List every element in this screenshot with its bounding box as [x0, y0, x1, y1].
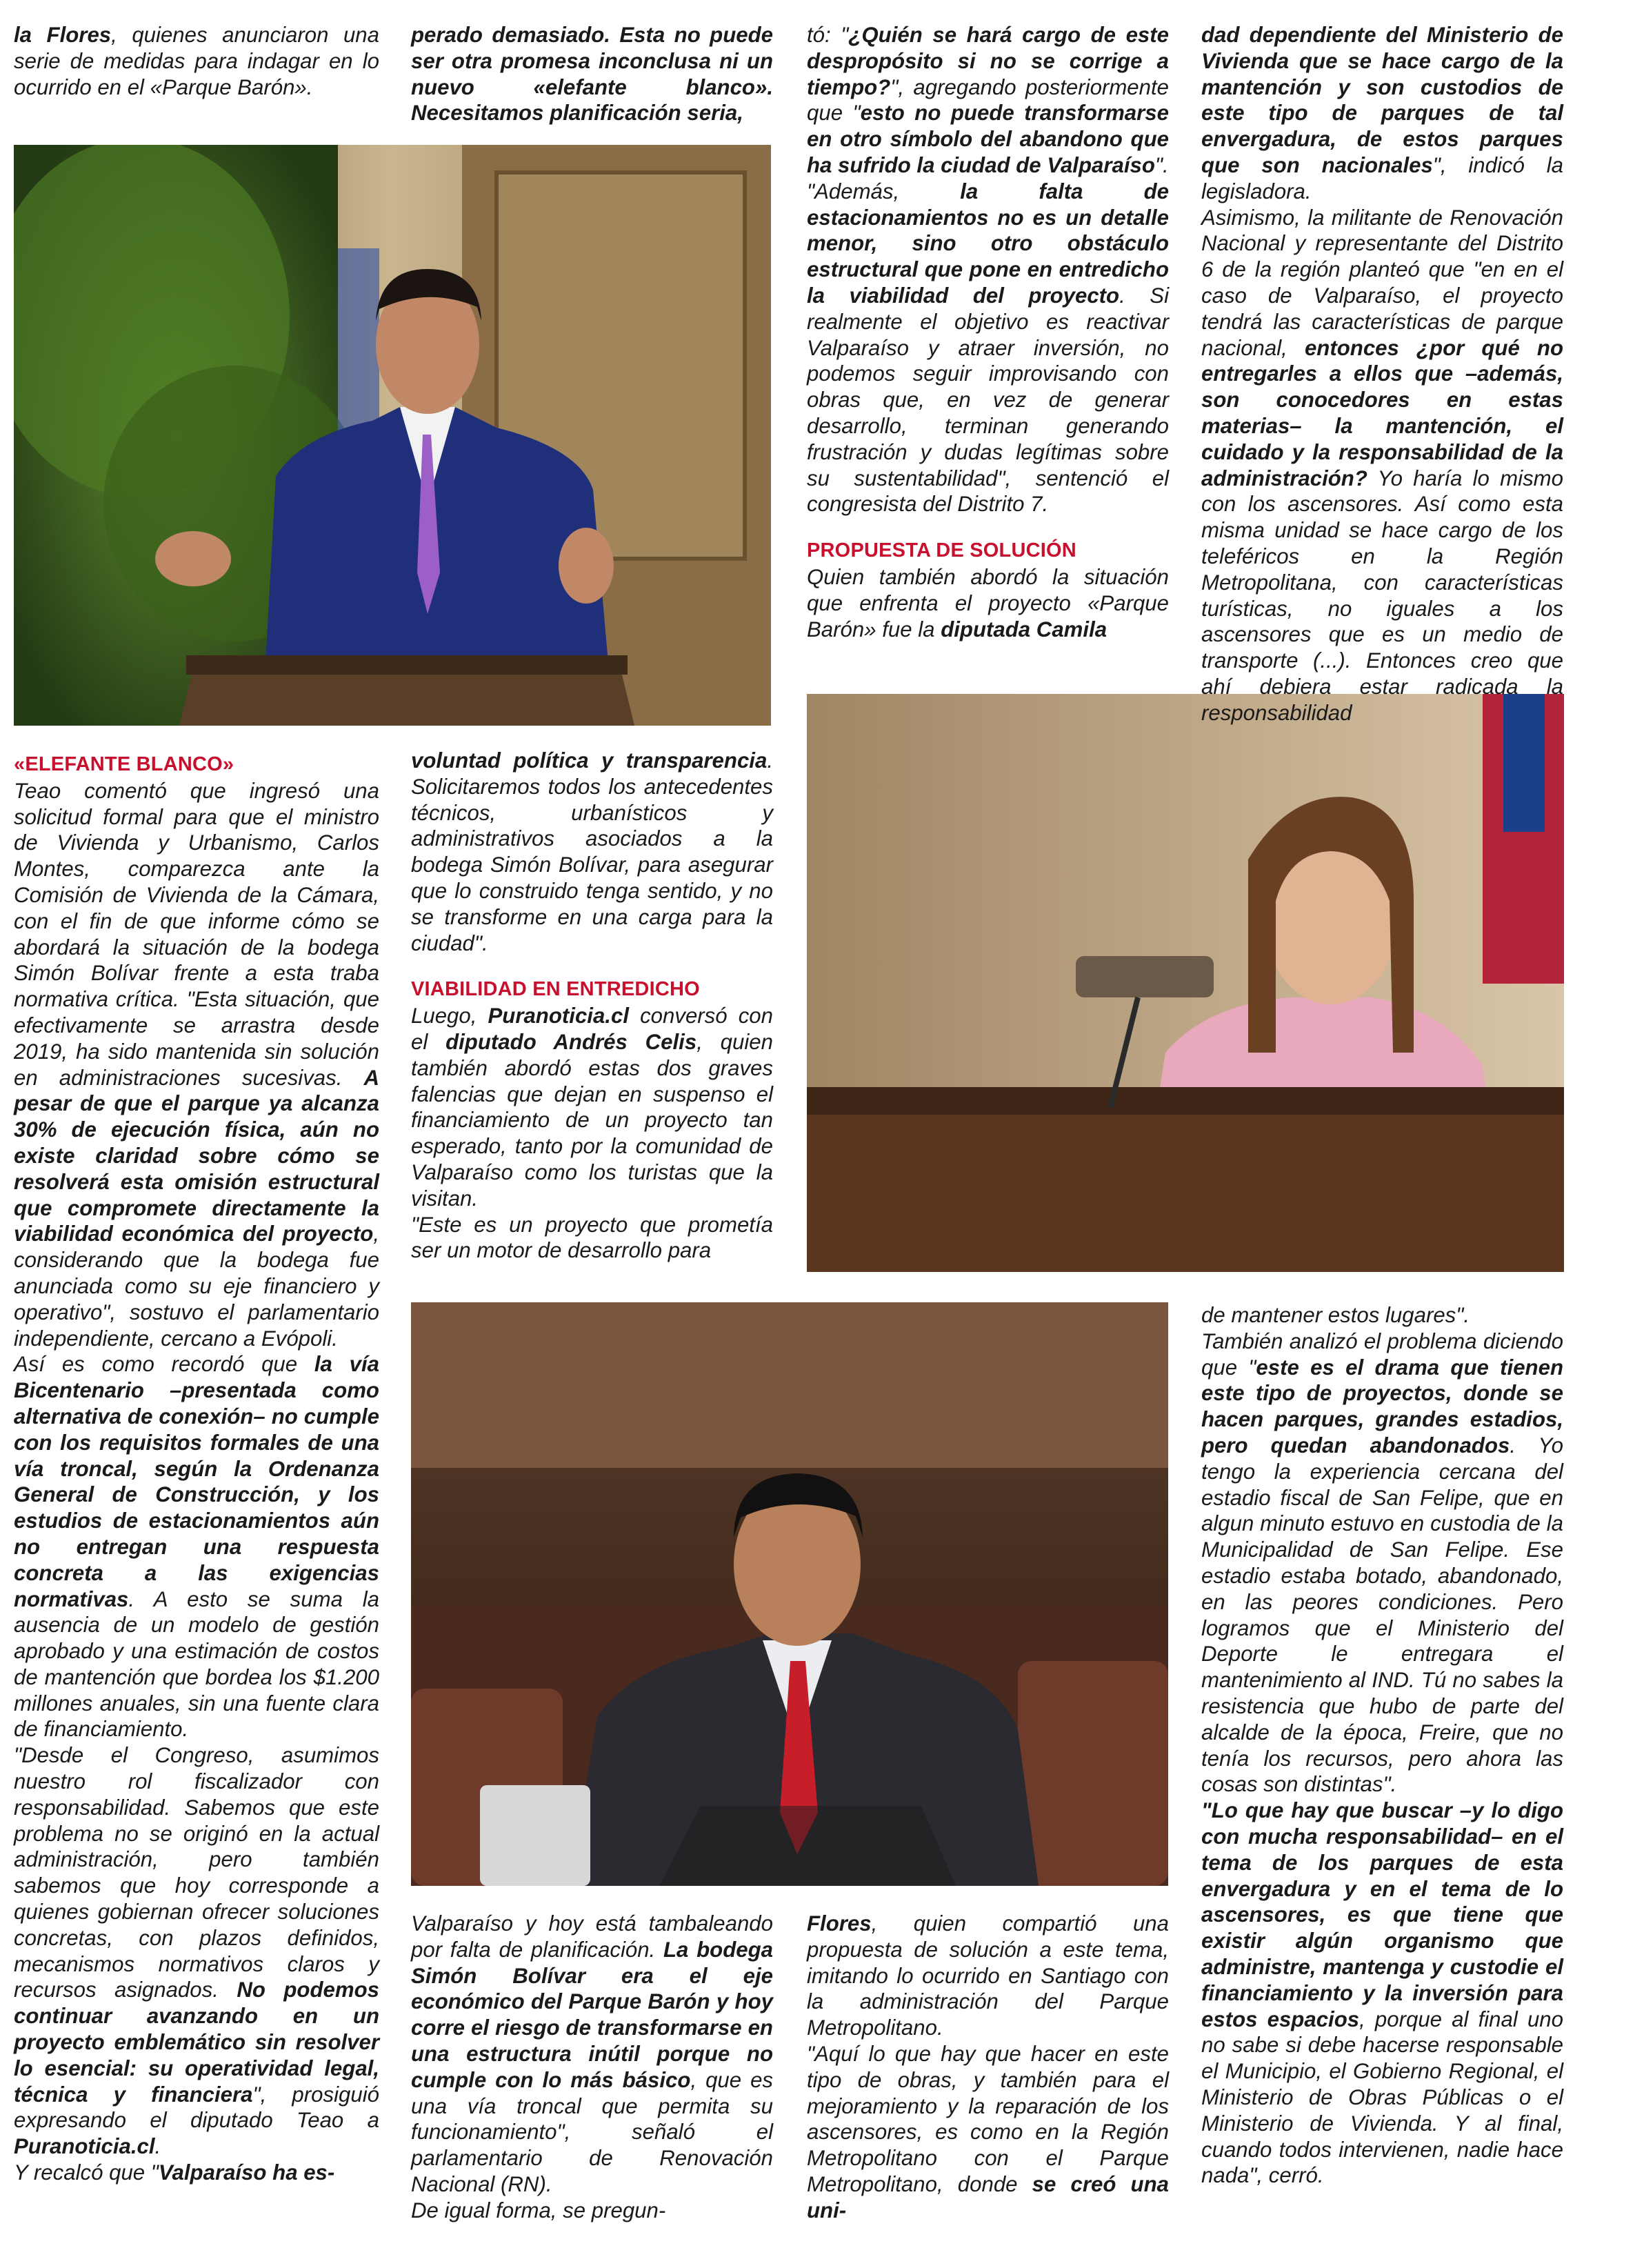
paragraph [14, 1351, 379, 1742]
photo-speaker-podium [14, 145, 771, 726]
paragraph [14, 2160, 379, 2186]
paragraph [411, 1911, 773, 2198]
text-run: Asimismo, la militante de Renovación Nacional y representante del Distrito 6 de la región planteó que "en en el caso de Valparaíso, el proyecto tendrá las características de parque nacional, [1201, 205, 1563, 360]
bold-run: la falta de estacionamientos no es un detalle menor, sino otro obstáculo estructural que pone en entredicho la viabilidad del proyecto [807, 179, 1169, 308]
text-run: ", indicó la legisladora. [1201, 152, 1563, 203]
bold-run: Valparaíso ha es- [158, 2160, 335, 2185]
bold-run: La bodega Simón Bolívar era el eje económico del Parque Barón y hoy corre el riesgo de transformarse en una estructura inútil porque no cumple con lo más básico [411, 1937, 773, 2092]
paragraph [1201, 1302, 1563, 1329]
col4-top-text [1201, 22, 1563, 726]
paragraph [411, 1212, 773, 1264]
text-run: , que es una vía troncal que permita su funcionamiento", señaló el parlamentario de Renovación Nacional (RN). [411, 2067, 774, 2196]
bold-run: dad dependiente del Ministerio de Vivienda que se hace cargo de la mantención y son custodios de este tipo de parques de tal envergadura, de estos parques que son nacionales [1201, 23, 1563, 177]
text-run: , porque al final uno no sabe si debe hacerse responsable el Municipio, el Gobierno Regional, el Ministerio de Obras Públicas o el Ministerio de Vivienda. Y al final, cuando todos intervienen, nadie hace nada", cerró. [1201, 2007, 1563, 2188]
heading-viabilidad: VIABILIDAD EN ENTREDICHO [411, 978, 700, 1001]
text-run: . Yo tengo la experiencia cercana del estadio fiscal de San Felipe, que en algun minuto estuvo en custodia de la Municipalidad de San Felipe. Ese estadio estaba botado, abandonado, en las peores condiciones. Pero logramos que el Ministerio del Deporte le entregara el mantenimiento al IND. Tú no sabes la resistencia que hubo de parte del alcalde de la época, Freire, que no tenía los recursos, pero ahora las cosas son distintas". [1201, 1433, 1563, 1797]
bold-run: Puranoticia.cl [14, 2134, 155, 2159]
text-run: ", prosiguió expresando el diputado Teao a [14, 2082, 379, 2133]
col2-top-text [411, 22, 773, 126]
paragraph [14, 1742, 379, 2160]
paragraph [1201, 1798, 1563, 2189]
col4-bottom-text [1201, 1302, 1563, 2189]
text-run: Quien también abordó la situación que enfrenta el proyecto «Parque Barón» fue la [807, 564, 1169, 641]
text-run: de mantener estos lugares". [1201, 1303, 1470, 1327]
text-run: "Aquí lo que hay que hacer en este tipo de obras, y también para el mejoramiento y la reparación de los ascensores, es como en la Región Metropolitano con el Parque Metropolitano, donde [807, 2041, 1169, 2196]
text-run: "Desde el Congreso, asumimos nuestro rol fiscalizador con responsabilidad. Sabemos que este problema no se originó en la actual administración, pero también sabemos que hoy corresponde a quienes gobiernan ofrecer soluciones concretas, con plazos definidos, mecanismos normativos claros y recursos asignados. [14, 1743, 379, 2002]
text-run: Valparaíso y hoy está tambaleando por falta de planificación. [411, 1911, 773, 1962]
text-run: . Si realmente el objetivo es reactivar Valparaíso y atraer inversión, no podemos seguir improvisando con obras que, en vez de generar desarrollo, terminan generando frustración y dudas legítimas sobre su sustentabilidad", sentenció el congresista del Distrito 7. [807, 283, 1169, 517]
bold-run: perado demasiado. Esta no puede ser otra promesa inconclusa ni un nuevo «elefante blanco». Necesitamos planificación seria, [411, 23, 773, 126]
text-run: De igual forma, se pregun- [411, 2198, 666, 2222]
bold-run: se creó una uni- [807, 2171, 1169, 2222]
text-run: Yo haría lo mismo con los ascensores. Así como esta misma unidad se hace cargo de los teleféricos en la Región Metropolitana, con características turísticas, no iguales a los ascensores que es un medio de transporte (...). Entonces creo que ahí debiera estar radicada la responsabilidad [1201, 466, 1563, 725]
bold-run: la Flores [14, 23, 112, 47]
bold-run: diputado Andrés Celis [445, 1029, 697, 1054]
col1-body [14, 752, 379, 2186]
bold-run: A pesar de que el parque ya alcanza 30% de ejecución física, aún no existe claridad sobre cómo se resolverá esta omisión estructural que compromete directamente la viabilidad económica del proyecto [14, 1065, 379, 1246]
paragraph [411, 748, 773, 956]
col2-mid [411, 748, 773, 1264]
bold-run: este es el drama que tienen este tipo de proyectos, donde se hacen parques, grandes estadios, pero quedan abandonados [1201, 1355, 1563, 1458]
photo-deputy-flores [807, 694, 1564, 1272]
paragraph [807, 2041, 1169, 2224]
paragraph [807, 22, 1169, 179]
bold-run: Puranoticia.cl [488, 1004, 629, 1028]
text-run: Y recalcó que " [14, 2160, 159, 2185]
paragraph [807, 564, 1169, 642]
text-run: "Además, [807, 179, 961, 203]
paragraph [807, 1911, 1169, 2041]
text-run: . A esto se suma la ausencia de un modelo de gestión aprobado y una estimación de costos de mantención que bordea los $1.200 millones anuales, sin una fuente clara de financiamiento. [14, 1586, 379, 1742]
text-run: Teao comentó que ingresó una solicitud formal para que el ministro de Vivienda y Urbanismo, Carlos Montes, comparezca ante la Comisión de Vivienda de la Cámara, con el fin de que informe cómo se abordará la situación de la bodega Simón Bolívar frente a esta traba normativa crítica. "Esta situación, que efectivamente se arrastra desde 2019, ha sido mantenida sin solución en administraciones sucesivas. [14, 778, 379, 1090]
col3-body-text [807, 564, 1169, 642]
text-run: . [154, 2134, 161, 2159]
text-run: tó: " [807, 23, 849, 47]
col2-body-text [411, 1003, 773, 1264]
text-run: "Este es un proyecto que prometía ser un motor de desarrollo para [411, 1212, 773, 1263]
bold-run: Flores [807, 1911, 872, 1936]
bold-run: No podemos continuar avanzando en un proyecto emblemático sin resolver lo esencial: su operatividad legal, técnica y financiera [14, 1978, 379, 2107]
col3-top-text [807, 22, 1169, 517]
bold-run: la vía Bicentenario –presentada como alternativa de conexión– no cumple con los requisitos formales de una vía troncal, según la Ordenanza General de Construcción, y los estudios de estacionamientos aún no entregan una respuesta concreta a las exigencias normativas [14, 1352, 380, 1611]
paragraph [411, 22, 773, 126]
paragraph [1201, 205, 1563, 726]
paragraph [14, 22, 379, 100]
text-run: , quienes anunciaron una serie de medidas para indagar en lo ocurrido en el «Parque Barón». [14, 23, 379, 99]
paragraph [14, 778, 379, 1352]
text-run: . Solicitaremos todos los antecedentes técnicos, urbanísticos y administrativos asociados a la bodega Simón Bolívar, para asegurar que lo construido tenga sentido, y no se transforme en una carga para la ciudad". [411, 748, 773, 955]
bold-run: voluntad política y transparencia [411, 748, 768, 773]
col1-top-text [14, 22, 379, 100]
photo-deputy-celis [411, 1302, 1168, 1886]
text-run: Así es como recordó que [14, 1352, 314, 1377]
text-run: , quien también abordó estas dos graves falencias que dejan en suspenso el financiamiento de un proyecto tan esperado, tanto por la comunidad de Valparaíso como los turistas que la visitan. [411, 1029, 773, 1211]
col3-top [807, 22, 1169, 642]
col2-mid-text [411, 748, 773, 956]
bold-run: esto no puede transformarse en otro símbolo del abandono que ha sufrido la ciudad de Valparaíso [807, 101, 1169, 177]
bold-run: ¿Quién se hará cargo de este despropósito si no se corrige a tiempo? [807, 23, 1169, 99]
text-run: ". [1154, 152, 1169, 177]
paragraph [807, 179, 1169, 517]
bold-run: diputada Camila [941, 617, 1107, 641]
text-run: , considerando que la bodega fue anunciada como su eje financiero y operativo", sostuvo el parlamentario independiente, cercano a Evópoli. [14, 1222, 379, 1351]
paragraph [411, 2198, 773, 2224]
text-run: ", agregando posteriormente que " [807, 74, 1169, 126]
paragraph [1201, 1329, 1563, 1798]
text-run: , quien compartió una propuesta de solución a este tema, imitando lo ocurrido en Santiago con la administración del Parque Metropolitano. [807, 1911, 1169, 2040]
heading-elefante-blanco: «ELEFANTE BLANCO» [14, 753, 234, 775]
paragraph [411, 1003, 773, 1211]
text-run: También analizó el problema diciendo que " [1201, 1329, 1563, 1380]
text-run: conversó con el [411, 1004, 773, 1054]
heading-propuesta: PROPUESTA DE SOLUCIÓN [807, 539, 1076, 562]
col3-bottom-text [807, 1911, 1169, 2224]
text-run: Luego, [411, 1004, 488, 1028]
col2-bottom-text [411, 1911, 773, 2224]
col1-body-text [14, 778, 379, 2186]
bold-run: entonces ¿por qué no entregarles a ellos que –además, son conocedores en estas materias– la mantención, el cuidado y la responsabilidad de la administración? [1201, 335, 1564, 490]
paragraph [1201, 22, 1563, 205]
bold-run: "Lo que hay que buscar –y lo digo con mucha responsabilidad– en el tema de los parques de esta envergadura y en el tema de lo ascensores, es que tiene que existir algún organismo que administre, mantenga y custodie el financiamiento y la inversión para estos espacios [1201, 1798, 1563, 2031]
